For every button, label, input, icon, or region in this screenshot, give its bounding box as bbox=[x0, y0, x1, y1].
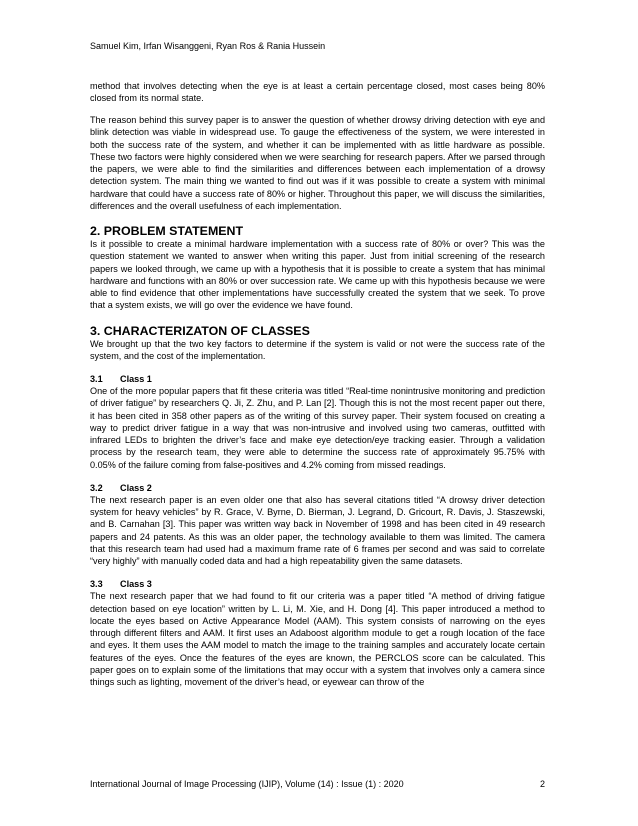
page-footer bbox=[90, 779, 545, 789]
subsection-3-3-paragraph: The next research paper that we had found to fit our criteria was a paper titled “A method of driving fatigue detection based on eye location” written by L. Li, M. Xie, and H. Dong [4]. This paper introduced a method to locate the eyes based on Active Appearance Model (AAM). This system consists of narrowing on the eyes through different filters and AAM. It first uses an Adaboost algorithm module to get a rough location of the face and eyes. It them uses the AAM model to match the image to the training samples and accurately locate certain features of the eyes. Once the features of the eyes are known, the PERCLOS score can be calculated. This paper goes on to explain some of the limitations that may occur with a system that involves only a camera since things such as lighting, movement of the driver’s head, or eyewear can throw of the bbox=[90, 591, 545, 687]
section-3-heading: 3. CHARACTERIZATON OF CLASSES bbox=[90, 323, 310, 338]
journal-citation: International Journal of Image Processing (IJIP), Volume (14) : Issue (1) : 2020 bbox=[90, 779, 404, 789]
section-2-heading: 2. PROBLEM STATEMENT bbox=[90, 224, 244, 238]
intro-paragraph-1: method that involves detecting when the eye is at least a certain percentage closed, most cases being 80% closed from its normal state. bbox=[90, 81, 545, 104]
subsection-title: Class 2 bbox=[120, 482, 152, 493]
subsection-3-2-heading bbox=[90, 482, 545, 494]
subsection-3-1-paragraph: One of the more popular papers that fit these criteria was titled “Real-time nonintrusive monitoring and prediction of driver fatigue” by researchers Q. Ji, Z. Zhu, and P. Lan [2]. Though this is not the most recent paper out there, it has been cited in 358 other papers as of the writing of this survey paper. Their system focused on creating a way to predict driver fatigue in a way that was non-intrusive and involved using two cameras, outfitted with infrared LEDs to brighten the driver’s face and make eye detection/eye tracking easier. Through a validation process by the research team, they were able to determine the success rate of approximately 95.75% with 0.05% of the failure coming from false-positives and 4.2% coming from missed readings. bbox=[90, 386, 545, 470]
subsection-number: 3.3 bbox=[90, 579, 103, 590]
section-3-paragraph: We brought up that the two key factors to determine if the system is valid or not were the success rate of the system, and the cost of the implementation. bbox=[90, 338, 545, 361]
subsection-3-1-heading bbox=[90, 373, 545, 385]
subsection-title: Class 1 bbox=[120, 374, 152, 384]
intro-paragraph-2: The reason behind this survey paper is to answer the question of whether drowsy driving detection with eye and blink detection was viable in widespread use. To gauge the effectiveness of the system, we were interested in both the success rate of the system, and whether it can be implemented with as little hardware as possible. These two factors were highly considered when we were searching for research papers. After we parsed through the papers, we were able to find the similarities and differences between each implementation of a drowsy detection system. The main thing we wanted to find out was if it was possible to create a system with minimal hardware that could have a success rate of 80% or higher. Throughout this paper, we will discuss the similarities, differences and the overall usefulness of each implementation. bbox=[90, 115, 545, 211]
running-header: Samuel Kim, Irfan Wisanggeni, Ryan Ros & Rania Hussein bbox=[90, 41, 326, 51]
subsection-number: 3.2 bbox=[90, 482, 103, 493]
subsection-3-3-heading bbox=[90, 578, 545, 590]
subsection-title: Class 3 bbox=[120, 579, 152, 590]
section-2-paragraph: Is it possible to create a minimal hardware implementation with a success rate of 80% or over? This was the question statement we wanted to answer when writing this paper. Just from initial screening of the research papers we looked through, we came up with a hypothesis that it is possible to create a system that has minimal hardware and functions with an 80% or over succession rate. We came up with this hypothesis because we were able to find evidence that other implementations have successfully created the system that we seek. To prove that a system exists, we will go over the evidence we have found. bbox=[90, 239, 545, 311]
body-content bbox=[90, 80, 545, 698]
page-number: 2 bbox=[539, 779, 545, 789]
subsection-3-2-paragraph: The next research paper is an even older one that also has several citations titled “A drowsy driver detection system for heavy vehicles” by R. Grace, V. Byrne, D. Bierman, J. Legrand, D. Gricourt, R. Davis, J. Staszewski, and B. Carnahan [3]. This paper was written way back in November of 1998 and has been cited in 49 research papers and 24 patents. As this was an older paper, the technology available to them was limited. The camera that this research team had used had a maximum frame rate of 6 frames per second and was said to correlate “very highly” with manually coded data and had a high repeatability given the same datasets. bbox=[90, 494, 545, 566]
subsection-number: 3.1 bbox=[90, 374, 103, 384]
